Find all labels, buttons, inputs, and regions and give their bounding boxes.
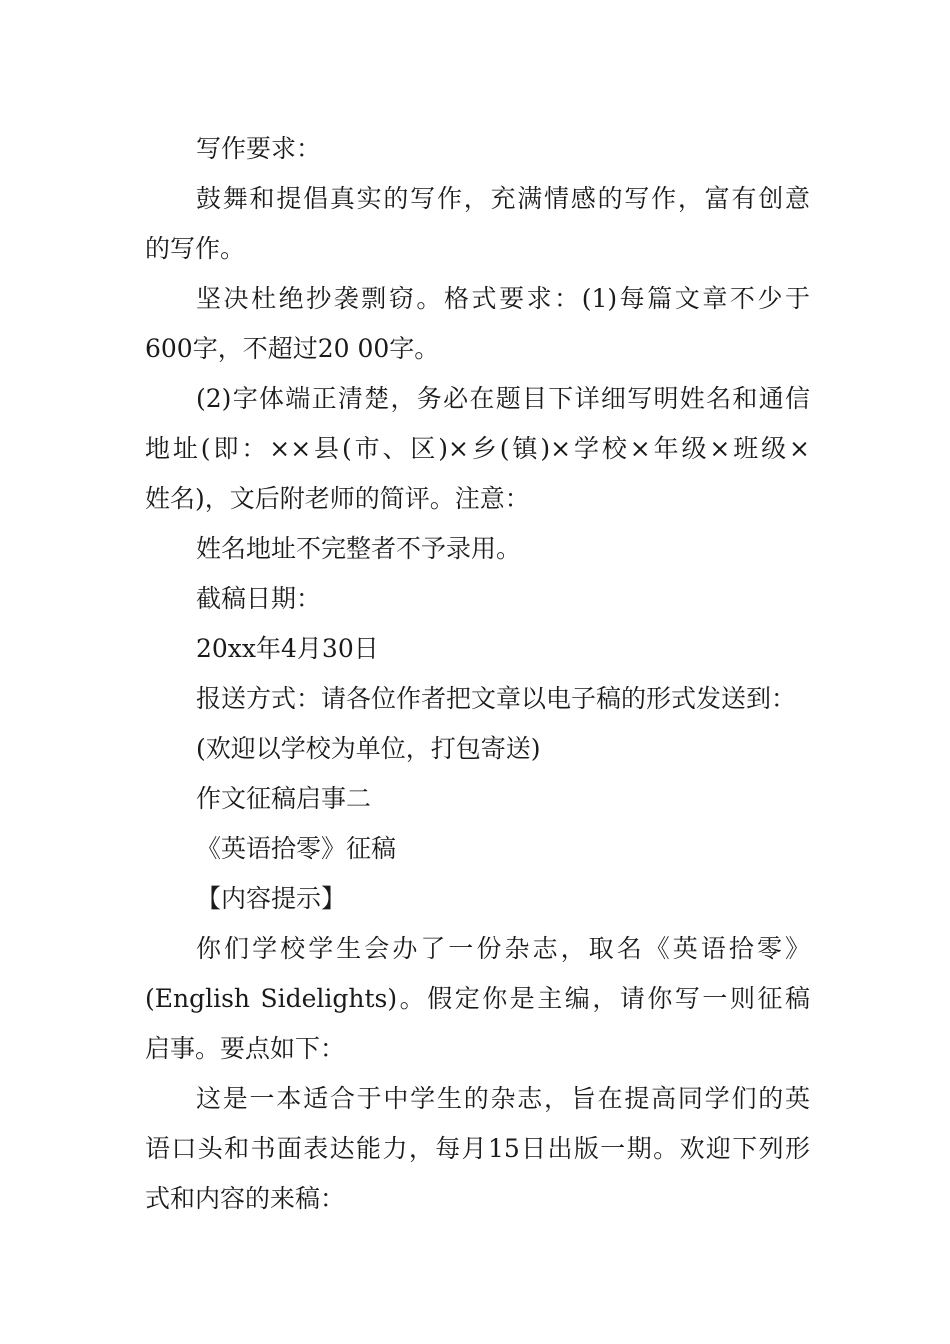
paragraph-line: 鼓舞和提倡真实的写作，充满情感的写作，富有创意: [196, 184, 810, 213]
paragraph-line: 这是一本适合于中学生的杂志，旨在提高同学们的英: [196, 1084, 810, 1113]
deadline-label: 截稿日期：: [196, 584, 322, 613]
paragraph-line: 语口头和书面表达能力，每月15日出版一期。欢迎下列形: [145, 1134, 810, 1163]
deadline-date: 20xx年4月30日: [196, 634, 379, 663]
paragraph-line: (2)字体端正清楚，务必在题目下详细写明姓名和通信: [196, 384, 810, 413]
magazine-title: 《英语拾零》征稿: [196, 834, 397, 863]
paragraph-line: 600字，不超过20 00字。: [145, 334, 440, 363]
paragraph-line: 姓名)，文后附老师的简评。注意：: [145, 484, 530, 513]
paragraph-line: (English Sidelights)。假定你是主编，请你写一则征稿: [145, 984, 810, 1013]
paragraph-line: (欢迎以学校为单位，打包寄送): [196, 734, 541, 763]
paragraph-line: 你们学校学生会办了一份杂志，取名《英语拾零》: [196, 934, 810, 963]
section-heading: 作文征稿启事二: [196, 784, 372, 813]
paragraph-line: 式和内容的来稿：: [145, 1184, 346, 1213]
writing-requirements-heading: 写作要求：: [196, 134, 322, 163]
content-hint-heading: 【内容提示】: [196, 884, 347, 913]
paragraph-line: 的写作。: [145, 234, 246, 263]
paragraph-line: 启事。要点如下：: [145, 1034, 346, 1063]
submission-method: 报送方式：请各位作者把文章以电子稿的形式发送到：: [196, 684, 797, 713]
paragraph-line: 姓名地址不完整者不予录用。: [196, 534, 522, 563]
paragraph-line: 坚决杜绝抄袭剽窃。格式要求：(1)每篇文章不少于: [196, 284, 810, 313]
paragraph-line: 地址(即：××县(市、区)×乡(镇)×学校×年级×班级×: [145, 434, 810, 463]
